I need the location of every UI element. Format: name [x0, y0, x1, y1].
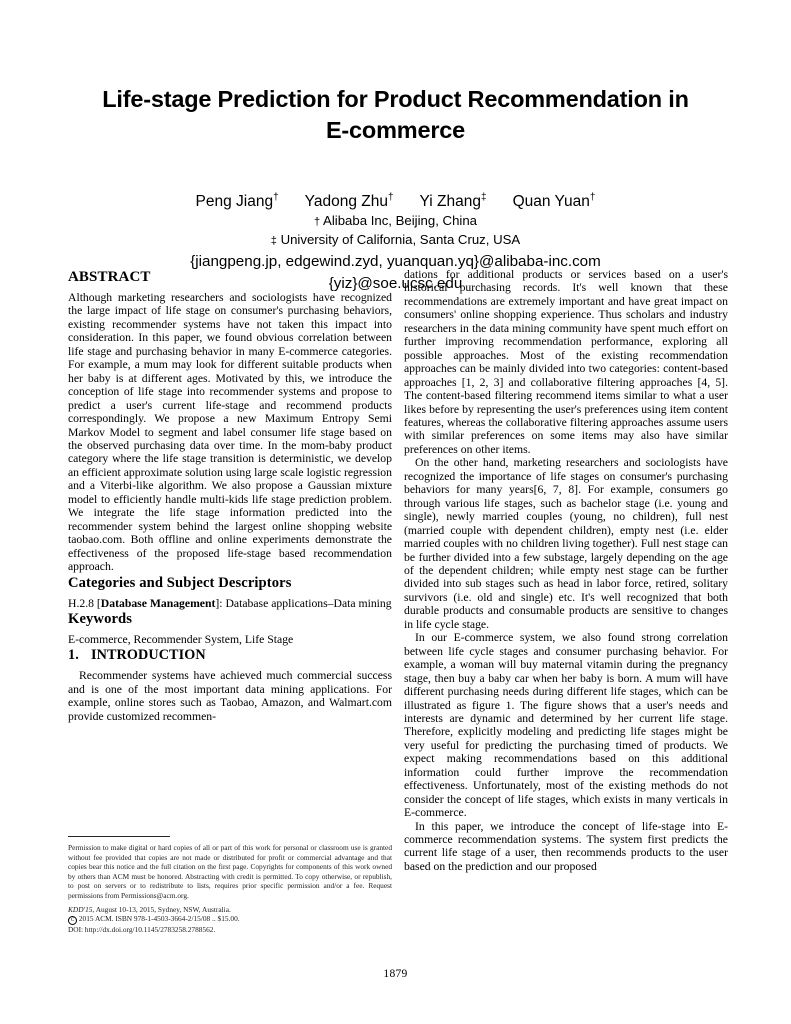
copyright-footnote — [68, 836, 392, 934]
footnote-divider — [68, 836, 170, 837]
conference-details: , August 10-13, 2015, Sydney, NSW, Australia. — [92, 904, 231, 914]
affiliation-text: Alibaba Inc, Beijing, China — [323, 213, 477, 228]
author-entry — [513, 192, 596, 212]
intro-paragraph-2: On the other hand, marketing researchers and sociologists have recognized the importance of life stages on consumer's purchasing behaviors for many years[6, 7, 8]. For example, consumers go through various life stages, such as bachelor stage (i.e. young and single), newly married couples (young, no children), full nest (married couple with dependent children), empty nest (i.e. elder married couples with no children living together). Full nest stage can be further divided into a few substage, largely depending on the age of the dependent children; while empty nest stage can be further divided into sub stages such as head in labor force, retired, solitary survivors (i.e. old and single) etc. It's well recognized that both durable products and consumable products are sensitive to changes in life cycle stage. — [404, 456, 728, 631]
keywords-text: E-commerce, Recommender System, Life Stage — [68, 632, 294, 646]
email-line: {yiz}@soe.ucsc.edu — [328, 275, 463, 292]
author-name: Quan Yuan — [512, 193, 590, 210]
author-name: Peng Jiang — [195, 193, 274, 210]
right-column — [404, 268, 728, 958]
permission-text: Permission to make digital or hard copies of all or part of this work for personal or classroom use is granted without fee provided that copies are not made or distributed for profit or commercial advantage and that copies bear this notice and the full citation on the first page. Copyrights for components of this work owned by others than ACM must be honored. Abstracting with credit is permitted. To copy otherwise, or republish, to post on servers or to redistribute to lists, requires prior specific permission and/or a fee. Request permissions from Permissions@acm.org. — [68, 843, 392, 900]
abstract-paragraph: Although marketing researchers and sociologists have recognized the large impact of life stage on consumer's purchasing behaviors, existing recommender systems have not taken this impact into consideration. In this paper, we found obvious correlation between life stage and purchasing behavior in many E-commerce categories. For example, a mum may look for different suitable products when her baby is at different ages. Motivated by this, we introduce the conception of life stage into recommender systems and propose to predict a user's current life-stage and recommend products correspondingly. We propose a new Maximum Entropy Semi Markov Model to segment and label consumer life stage based on the observed purchasing data over time. In the mom-baby product category where the life stage transition is deterministic, we develop an efficient approximate solution using large scale logistic regression and a Viterbi-like algorithm. We also propose a Gaussian mixture model to efficiently handle multi-kids life stage prediction problem. We integrate the life stage information predicted into the recommender system behind the largest online shopping website taobao.com. Both offline and online experiments demonstrate the effectiveness of the proposed life-stage based recommendation approach. — [68, 291, 392, 574]
doi-line: DOI: http://dx.doi.org/10.1145/2783258.2788562. — [68, 924, 216, 934]
copyright-icon: C — [68, 916, 77, 925]
categories-heading: Categories and Subject Descriptors — [68, 574, 292, 591]
author-name: Yadong Zhu — [304, 193, 388, 210]
categories-tail: ]: Database applications–Data mining — [215, 596, 392, 610]
author-entry — [196, 192, 279, 212]
copyright-line — [68, 914, 392, 925]
intro-paragraph-1-continued: dations for additional products or services based on a user's historical purchasing records. It's well known that these recommendations are extremely important and have great impact on consumers' online shopping experience. Thus scholars and industry researchers in the data mining community have spent much effort on further improving recommendation performance, exploring all possible approaches. Most of the existing recommendation approaches can be mainly divided into two categories: content-based approaches [1, 2, 3] and collaborative filtering approaches [4, 5]. The content-based filtering recommend items similar to what a user likes before by representing the user's preferences using item content features, whereas the collaborative filtering approaches assume users with similar preferences on some items may also have similar preferences on other items. — [404, 268, 728, 456]
author-entry — [305, 192, 394, 212]
author-affiliation-mark: † — [273, 191, 279, 203]
keywords-heading: Keywords — [68, 610, 133, 627]
page-number: 1879 — [383, 968, 408, 980]
intro-paragraph-4: In this paper, we introduce the concept of life-stage into E-commerce recommendation systems. The system first predicts the current life stage of a user, then recommends products to the user based on the prediction and our proposed — [404, 819, 728, 873]
categories-text — [68, 597, 392, 610]
categories-code: H.2.8 [ — [68, 596, 101, 610]
intro-paragraph-1-part: Recommender systems have achieved much commercial success and is one of the most important data mining applications. For example, online stores such as Taobao, Amazon, and Walmart.com provide customized recommen- — [68, 669, 392, 723]
author-entry — [420, 192, 487, 212]
page-title: Life-stage Prediction for Product Recommendation in E-commerce — [102, 86, 689, 143]
author-name: Yi Zhang — [419, 193, 482, 210]
left-column — [68, 268, 392, 958]
categories-term: Database Management — [100, 596, 216, 610]
conference-name: KDD'15 — [68, 904, 93, 914]
title-block — [0, 0, 791, 294]
copyright-text: 2015 ACM. ISBN 978-1-4503-3664-2/15/08 .. $15.00. — [78, 914, 240, 924]
author-affiliation-mark: † — [589, 191, 596, 203]
introduction-heading — [68, 646, 392, 664]
body-columns — [68, 268, 728, 958]
affiliation-mark: † — [313, 216, 321, 228]
author-row — [96, 192, 695, 212]
email-line: {jiangpeng.jp, edgewind.zyd, yuanquan.yq}@alibaba-inc.com — [190, 253, 601, 270]
affiliation-mark: ‡ — [270, 235, 277, 247]
author-affiliation-mark: ‡ — [481, 191, 487, 203]
section-number: 1. — [68, 647, 79, 664]
affiliation-line — [96, 231, 695, 250]
intro-paragraph-3: In our E-commerce system, we also found strong correlation between life cycle stages and consumer purchasing behavior. For example, a woman will buy maternal vitamin during the pregnancy stage, then buy a baby car when her baby is born. A mum will have different purchasing needs during different life stages, which can be illustrated as figure 1. The figure shows that a user's needs and interests are dynamic and determined by her current life stage. Therefore, explicitly modeling and predicting life stages might be very useful for predicting the purchasing timed of products. We expect making recommendations based on this additional information could further improve the recommendation effectiveness. Unfortunately, most of the existing methods do not consider the concept of life stages, which exists in many verticals in E-commerce. — [404, 631, 728, 820]
affiliation-line — [96, 212, 695, 231]
affiliation-text: University of California, Santa Cruz, USA — [280, 232, 521, 247]
abstract-heading: ABSTRACT — [68, 269, 151, 285]
conference-line — [68, 905, 392, 915]
section-title: INTRODUCTION — [91, 647, 206, 664]
author-affiliation-mark: † — [387, 191, 394, 203]
